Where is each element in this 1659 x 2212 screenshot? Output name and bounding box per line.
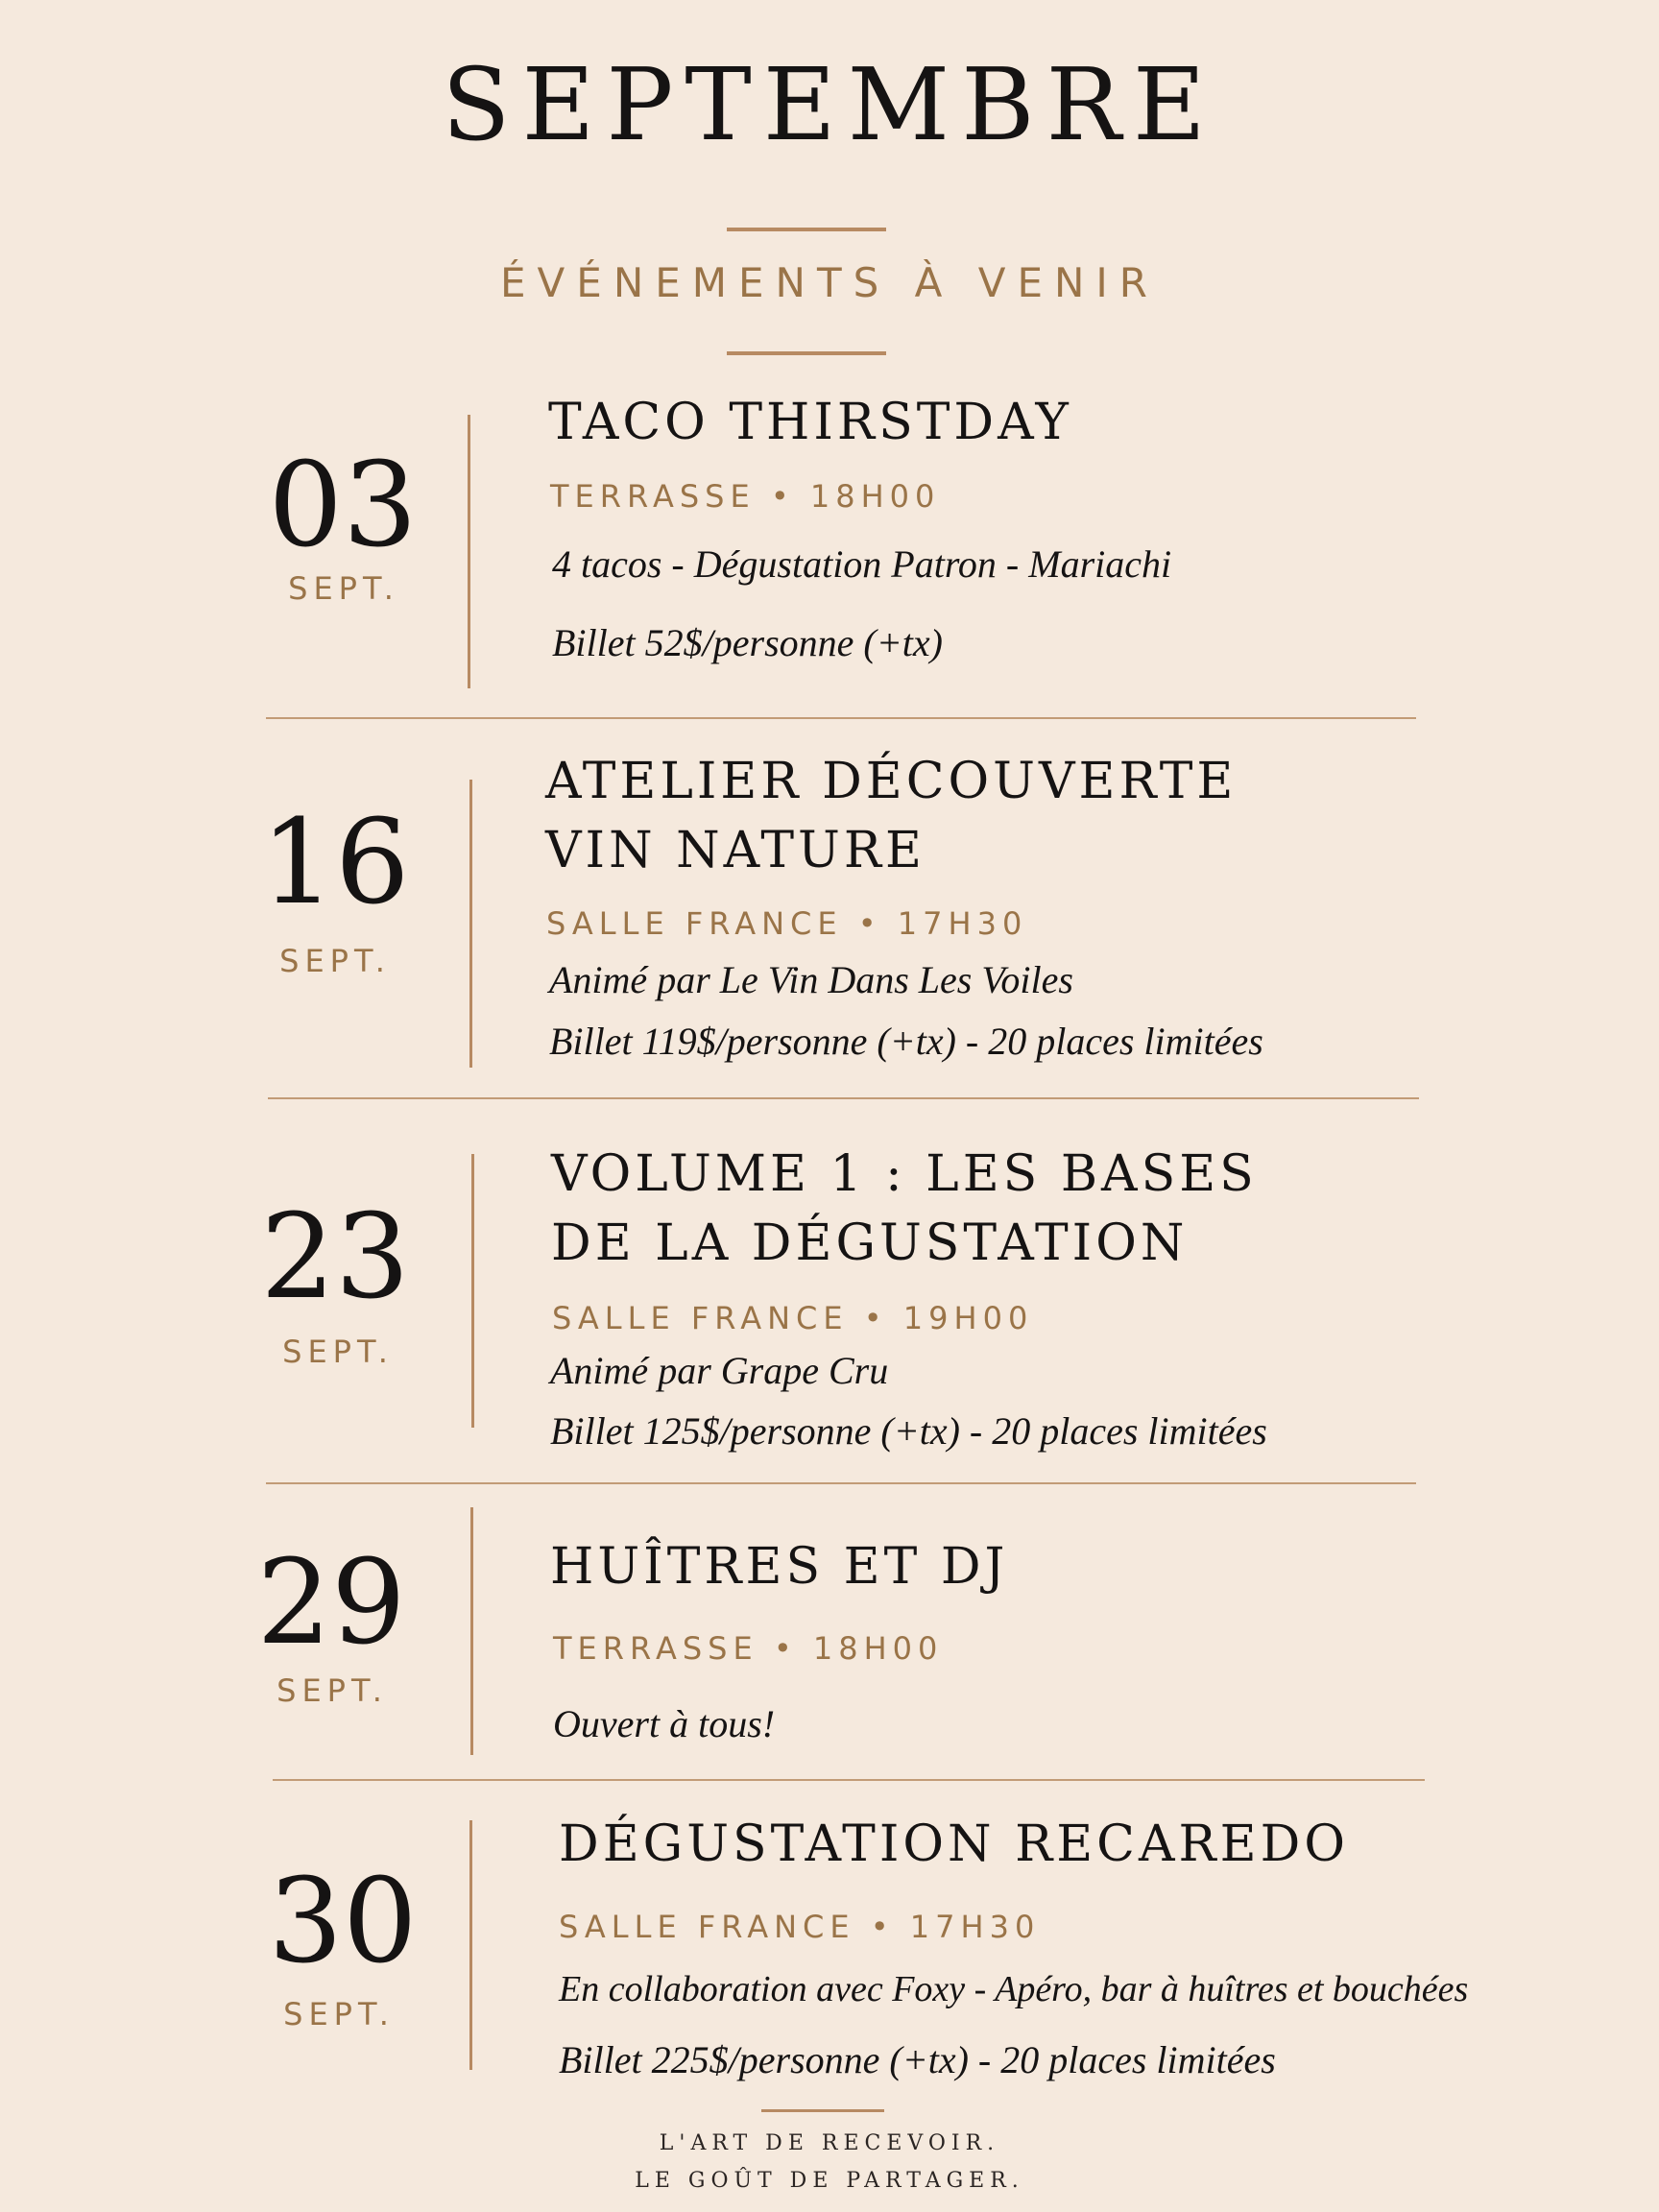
page-title: SEPTEMBRE xyxy=(442,46,1217,163)
event-location-time: TERRASSE • 18H00 xyxy=(553,1630,944,1667)
event-month: SEPT. xyxy=(276,1672,388,1709)
event-separator xyxy=(470,1507,473,1755)
event-month: SEPT. xyxy=(282,1334,394,1370)
event-title: DÉGUSTATION RECAREDO xyxy=(559,1815,1349,1873)
event-separator xyxy=(468,415,470,688)
event-title: TACO THIRSTDAY xyxy=(548,394,1072,451)
event-day: 16 xyxy=(260,794,410,930)
footer-tagline-1: L'ART DE RECEVOIR. xyxy=(659,2131,1000,2155)
event-month: SEPT. xyxy=(288,570,399,607)
event-description: Animé par Grape Cru xyxy=(550,1349,889,1392)
event-location-time: SALLE FRANCE • 17H30 xyxy=(559,1909,1041,1945)
event-divider xyxy=(266,717,1416,719)
event-month: SEPT. xyxy=(279,943,391,979)
event-location-time: TERRASSE • 18H00 xyxy=(550,478,941,515)
event-description: Animé par Le Vin Dans Les Voiles xyxy=(549,958,1073,1001)
event-day: 30 xyxy=(268,1853,418,1989)
event-location-time: SALLE FRANCE • 17H30 xyxy=(546,905,1028,942)
event-month: SEPT. xyxy=(283,1996,395,2032)
event-price: Billet 225$/personne (+tx) - 20 places limitées xyxy=(559,2038,1276,2081)
divider-bottom xyxy=(727,351,886,355)
event-description: En collaboration avec Foxy - Apéro, bar à huîtres et bouchées xyxy=(559,1969,1469,2009)
divider-top xyxy=(727,228,886,231)
event-day: 23 xyxy=(260,1189,410,1325)
event-divider xyxy=(266,1482,1416,1484)
event-description: 4 tacos - Dégustation Patron - Mariachi xyxy=(552,542,1172,586)
event-title: HUÎTRES ET DJ xyxy=(550,1538,1009,1596)
event-separator xyxy=(469,1820,472,2070)
event-price: Billet 52$/personne (+tx) xyxy=(552,621,943,664)
event-price: Billet 125$/personne (+tx) - 20 places limitées xyxy=(550,1409,1267,1453)
event-day: 03 xyxy=(268,437,418,573)
page-subtitle: ÉVÉNEMENTS À VENIR xyxy=(500,259,1159,306)
event-price: Billet 119$/personne (+tx) - 20 places limitées xyxy=(549,1020,1263,1063)
event-separator xyxy=(469,780,472,1068)
footer-divider xyxy=(761,2109,884,2112)
event-divider xyxy=(273,1779,1425,1781)
event-title: ATELIER DÉCOUVERTE VIN NATURE xyxy=(545,753,1238,879)
event-title: VOLUME 1 : LES BASES DE LA DÉGUSTATION xyxy=(551,1145,1258,1272)
event-description: Ouvert à tous! xyxy=(553,1702,776,1745)
event-separator xyxy=(471,1154,474,1428)
event-location-time: SALLE FRANCE • 19H00 xyxy=(552,1300,1034,1336)
event-divider xyxy=(268,1097,1419,1099)
footer-tagline-2: LE GOÛT DE PARTAGER. xyxy=(635,2169,1024,2193)
event-day: 29 xyxy=(256,1534,406,1671)
